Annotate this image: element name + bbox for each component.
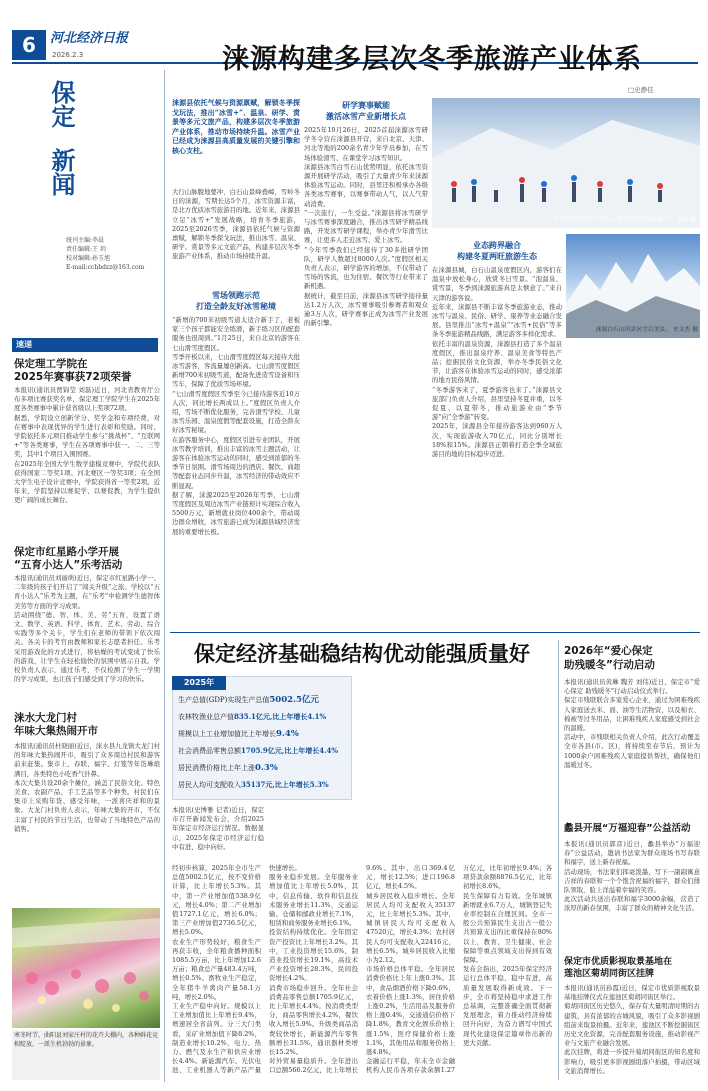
stat-row-6 [178,779,350,791]
section-3-body: 在涞源县城，白石山温泉度假区内，游客们在温泉中放松身心，欣赏冬日雪景。“泡温泉、赏雪景，冬季到涞源旅游真是太惬意了。”来自天津的游客说。 近年来，涞源县不断丰富冬季旅游业态，推动冰雪与温泉、民俗、研学、康养等业态融合发展。县里推出“冰雪+温泉”“冰雪+民俗”等多条冬季旅游精品线路，满足游客多样化需求。 依托丰富的温泉资源，涞源县打造了多个温泉度假区，推出温泉疗养、温泉美食等特色产品；挖掘民俗文化资源，举办冬季民俗文化节，让游客在体验冰雪运动的同时，感受浓郁的地方民俗风情。 “冬季游客来了，夏季游客也来了。”涞源县文旅部门负责人介绍，县里坚持冬夏并重，以冬促夏、以夏带冬，推动旅游业由“季节游”向“全季游”转变。 2025年，涞源县全年接待游客达到960万人次，实现旅游收入70亿元，同比分别增长18%和15%。涞源县正朝着打造全季全域旅游目的地的目标稳步迈进。 [432,266,562,459]
section-title: 新闻 [47,148,75,196]
sidebar-article-2-body: 本报讯(通讯员刘丽萌)近日，保定市红星路小学一、二年级的孩子们开启了“闯关升级”之旅。学校以“五育小达人”乐考为主题，在“乐考”中检测学生德智体美劳等方面的学习成果。 活动围绕“德、智、体、美、劳”五育，设置了语文、数学、英语、科学、体育、艺术、劳动、综合实践等多个关卡，学生们在老师的带领下依次闯关。各关卡的考官由教师和家长志愿者担任。乐考采用游戏化的方式进行，将枯燥的考试变成了快乐的游戏，让学生在轻松愉快的氛围中展示自我。学校负责人表示，通过乐考，不仅检测了学生一学期的学习成果，也让孩子们感受到了学习的快乐。 [14,574,160,684]
section-3-continued [566,342,700,626]
section-3-heading: 业态跨界融合 构建冬夏两旺旅游生态 [457,241,537,261]
stat-label: 规模以上工业增加值比上年增长 [178,730,276,738]
right-article-2-body: 本报讯(通讯员郭彦)近日，蠡县举办“万福迎春”公益活动，邀请书法家为群众现场书写春联和福字，送上新春祝福。 活动现场，书法家们挥毫泼墨，写下一副副寓意吉祥的春联和一个个饱含祝福的福字，群众们排队领取，脸上洋溢着幸福的笑容。 此次活动共送出春联和福字3000余幅，营造了浓厚的新春氛围，丰富了群众的精神文化生活。 [564,840,700,913]
stat-label: 生产总值(GDP)实现生产总值 [178,696,270,704]
stat-value: 1705.9亿元,比上年增长4.4% [241,746,339,755]
sidebar-article-3-body: 本报讯(通讯员杜晓丽)近日，涞水县九龙镇大龙门村的年味大集热闹开市，吸引了众多周边村民和游客前来赶集。集市上，春联、福字、灯笼等年货琳琅满目，各类特色小吃香气扑鼻。 本次大集共设20余个摊位，涵盖了民俗文化、特色美食、农副产品、手工艺品等多个种类。村民们在集市上采购年货、感受年味，一派喜庆祥和的景象。大龙门村负责人表示，年味大集的开市，不仅丰富了村民的节日生活，也带动了当地特色产品的销售。 [14,742,160,833]
editor-credits: 统刊主编:李晨 责任编辑:王 玥 校对编辑:孙玉旭 E-mail:cchbdzz@163.com [66,237,145,271]
sidebar-article-3-title: 涞水大龙门村 年味大集热闹开市 [14,712,98,737]
right-article-2-title: 蠡县开展“万福迎春”公益活动 [564,823,691,834]
right-column-divider [558,640,559,1080]
column-divider [164,70,165,1082]
economy-headline: 保定经济基础稳结构优动能强质量好 [194,642,530,666]
page-number: 6 [12,30,46,60]
stat-row-4 [178,745,350,757]
economy-body-upper [358,676,552,862]
stat-value: 9.4% [276,729,299,739]
ski-photo-caption: 冰雪研学营的学员在七山滑雪度假区体验滑雪。 郝连 摄 [553,217,696,223]
section-1-heading: 雪场领跑示范 打造全龄友好冰雪秘境 [196,291,276,311]
ski-camp-photo [432,98,700,228]
stat-value: 35137元,比上年增长5.3% [241,780,329,789]
right-article-3-body: 本报讯(通讯员孙霞)近日，保定市优质影视取景基地挂牌仪式在莲池区菊胡同街区举行。 菊胡同街区历史悠久，保存有大量明清时期的古建筑，具有浓郁的古城风貌，吸引了众多影视剧组前来取景拍摄。近年来，莲池区不断挖掘街区历史文化资源，完善配套服务设施，推动影视产业与文旅产业融合发展。 此次挂牌，将进一步提升菊胡同街区的知名度和影响力，吸引更多影视剧组落户拍摄，带动区域文旅消费增长。 [564,984,700,1075]
stat-label: 社会消费品零售总额 [178,747,241,755]
story-divider [170,632,700,633]
section-2-intro: 2025年10月26日，2025首届涞源冰雪研学冬令营在涞源县开营，来自北京、天津、河北等地的200余名青少年学员参加，在雪场体验滑雪、在课堂学习冰雪知识。 涞源县冰雪白雪石山优势明显，依托冰雪资源开展研学活动，吸引了大量青少年来涞源体验冰雪运动。同时，县里还积极承办各级各类冰雪赛事，以赛事带动人气，以人气带动消费。 “一次旅行，一生受益。”涞源县将冰雪研学与冰雪赛事深度融合，推出冰雪研学精品线路，开发冰雪研学课程，举办青少年滑雪比赛，让更多人走近冰雪、爱上冰雪。 “今年雪季我们已经接待了30多批研学团队，研学人数超过8000人次。”度假区相关负责人表示，研学游客的增加，不仅带动了雪场的客流，也为住宿、餐饮等行业带来了新机遇。 据统计，截至目前，涞源县冰雪研学接待量达1.2万人次，冰雪赛事吸引参赛者和观众逾3万人次，研学赛事正成为冰雪产业发展的新引擎。 [304,126,428,328]
stat-label: 居民消费价格比上年上涨 [178,764,255,772]
right-article-1-body: 本报讯(通讯员黄琳 魏芳 刘伟)近日，保定市“爱心保定 助残暖冬”行动启动仪式举行。 保定市残联联合多家爱心企业，通过为困难残疾人家庭送去米、面、油等生活物资，以及棉衣、棉被等过冬用品，让困难残疾人家庭感受到社会的温暖。 活动中，市残联相关负责人介绍，此次行动覆盖全市各县(市、区)，将持续至春节后，预计为1000余户困难残疾人家庭提供帮扶，确保他们温暖过冬。 [564,678,700,769]
sidebar-article-1-body: 本报讯(通讯员贾锦莹 刘磊)近日，河北省教育厅公布多项比赛获奖名单，保定理工学院学生在2025年度各类赛事中累计获省级以上奖项72项。 据悉，学院设立创新学分、奖学金和专项经费，对在赛事中表现优异的学生进行表彰和奖励。同时，学院依托多元项目推动学生参与“挑战杯”、“互联网+”等各类赛事，学生在各项赛事中获一、二、三等奖，其中1个项目入围国赛。 在2025年全国大学生数学建模竞赛中，学院代表队获得国家二等奖1项、河北赛区一等奖3项；在全国大学生电子设计竞赛中，学院获得省一等奖2项。近年来，学院坚持以赛促学、以赛促教，为学生提供更广阔的成长舞台。 [14,386,160,505]
sidebar-article-1-title: 保定理工学院在 2025年赛事获72项荣誉 [14,358,132,383]
baishishan-caption: 涞源白石山风景区雪后美景。 史文杰 摄 [595,327,698,333]
stat-value: 835.1亿元,比上年增长4.1% [234,712,327,721]
stat-label: 农林牧渔业总产值 [178,713,234,721]
flower-photo-caption: 寒冬时节，曲阳县刘家庄村的花卉大棚内，各种鲜花竞相绽放，一派生机勃勃的景象。 [12,1030,160,1080]
region-title: 保定 [47,80,75,128]
stat-value: 5002.5亿元 [269,695,319,705]
stat-row-5 [178,762,350,774]
issue-date: 2026.2.3 [52,51,84,59]
top-story-byline: □史静佳 [628,86,654,94]
stat-row-1 [178,694,350,706]
paper-name: 河北经济日报 [50,31,129,46]
economy-byline: 本报讯(史博雅 记者)近日，保定市召开新闻发布会，介绍2025年保定市经济运行情况。数据显示，2025年保定市经济运行稳中有进、稳中向好。 [172,806,264,851]
economy-body: 经初步核算，2025年全市生产总值5002.5亿元，按不变价格计算，比上年增长5.3%。其中，第一产业增加值538.9亿元，增长4.0%；第二产业增加值1727.1亿元，增长6.0%；第三产业增加值2736.5亿元，增长5.0%。 农业生产形势较好，粮食生产再获丰收，全年粮食播种面积1085.5万亩，比上年增加12.6万亩；粮食总产量483.4万吨，增长0.5%。畜牧业生产稳定，全年猪牛羊禽肉产量58.1万吨，增长2.0%。 工业生产稳中向好。规模以上工业增加值比上年增长9.4%，增速居全省前列。分三大门类看，采矿业增加值下降8.2%，制造业增长10.2%，电力、热力、燃气及水生产和供应业增长4.4%。新能源汽车、光伏电池、工业机器人等新产品产量快速增长。 服务业稳步发展。全年服务业增加值比上年增长5.0%，其中，信息传输、软件和信息技术服务业增长11.3%，交通运输、仓储和邮政业增长7.1%，租赁和商务服务业增长6.1%。 投资结构持续优化。全年固定资产投资比上年增长3.2%。其中，工业投资增长15.6%，制造业投资增长19.1%，高技术产业投资增长28.3%，民间投资增长4.2%。 消费市场稳步回升。全年社会消费品零售总额1705.9亿元，比上年增长4.4%。按消费类型分，商品零售增长4.2%，餐饮收入增长5.9%。升级类商品消费较快增长，新能源汽车零售额增长31.5%，通讯器材类增长15.2%。 对外贸易量稳质升。全年进出口总额566.2亿元，比上年增长9.6%。其中，出口369.4亿元，增长12.5%；进口196.8亿元，增长4.5%。 城乡居民收入稳步增长。全年居民人均可支配收入35137元，比上年增长5.3%。其中，城镇居民人均可支配收入47520元，增长4.3%；农村居民人均可支配收入22416元，增长6.5%。城乡居民收入比缩小为2.12。 市场价格总体平稳。全年居民消费价格比上年上涨0.3%。其中，食品烟酒价格下降0.6%，衣着价格上涨1.3%，居住价格上涨0.2%，生活用品及服务价格上涨0.4%，交通通信价格下降1.8%，教育文化娱乐价格上涨1.5%，医疗保健价格上涨1.1%，其他用品和服务价格上涨4.8%。 金融运行平稳，年末全市金融机构人民币各项存款余额1.27万亿元，比年初增长9.4%；各项贷款余额8876.5亿元，比年初增长8.6%。 民生保障有力有效。全年城镇新增就业6.7万人，城镇登记失业率控制在合理区间。全市一般公共预算民生支出占一般公共预算支出的比重保持在80%以上，教育、卫生健康、社会保障等重点领域支出得到有效保障。 发布会指出，2025年保定经济运行总体平稳、稳中有进，高质量发展取得新成效。下一步，全市将坚持稳中求进工作总基调，完整准确全面贯彻新发展理念，着力推动经济持续回升向好，为奋力谱写中国式现代化建设保定篇章作出新的更大贡献。 [172,864,552,1075]
right-article-3-title: 保定市优质影视取景基地在 莲池区菊胡同街区挂牌 [564,957,673,979]
stat-row-3 [178,728,350,740]
top-story-lead: 涞源县依托气候与资源禀赋，解锁冬季探戈玩法，推出“冰雪+”、温泉、研学、赏景等多元文旅产品，构建多层次冬季旅游产业体系，推动市场持续升温。冰雪产业已经成为涞源县高质量发展的关键引擎和核心支柱。 [172,98,300,155]
section-2-heading: 研学赛事赋能 激活冰雪产业新增长点 [326,101,406,121]
stat-label: 居民人均可支配收入 [178,781,241,789]
sidebar-label: 速递 [16,340,32,349]
sidebar-article-2-title: 保定市红星路小学开展 “五育小达人”乐考活动 [14,546,123,571]
top-story-headline: 涞源构建多层次冬季旅游产业体系 [222,44,642,75]
flower-greenhouse-photo [12,908,160,1028]
sidebar-label-bar [12,338,158,352]
section-1-body: “新增的700米初级雪道太适合新手了，老板家三个孩子都能安全练滑，新手练习区的配套服务也很周到。”1月25日，来自北京的游客在七山滑雪度假区。 雪季开板以来，七山滑雪度假区每天接待大批冰雪游客，客流量屡创新高。七山滑雪度假区新增700米初级雪道，配备先进造雪设备和压雪车，保障了优质雪场环境。 “七山滑雪度假区雪季至今已接待游客近10万人次，同比增长两成以上。”度假区负责人介绍，雪场不断优化服务，完善滑雪学校、儿童冰雪乐园、温泉度假等配套设施，打造全龄友好冰雪秘境。 在游客服务中心，度假区引进专业团队，开展冰雪教学培训，推出丰富的冰雪主题活动，让游客在体验冰雪运动的同时，感受到浓郁的冬季节日氛围。滑雪场周边的酒店、餐饮、商超等配套业态同步升温，冰雪经济的带动效应不断显现。 据了解，涞源2025至2026年雪季，七山滑雪度假区及周边冰雪产业链预计实现综合收入5500万元，新增就业岗位400余个，带动周边群众增收，冰雪旅游已成为涞源县域经济发展的重要增长极。 [172,316,300,536]
stat-value: 0.3% [255,763,278,773]
right-article-1-title: 2026年“爱心保定 助残暖冬”行动启动 [564,645,655,671]
stats-year-tag: 2025年 [172,676,226,690]
top-story-intro: 大行山脉腹地要冲，白石山景峰叠嶂，雪岭冬日的涞源，雪期长达5个月，冰雪资源丰富，是北方优质冰雪旅游目的地。近年来，涞源县立足“冰雪+”发展战略，培育冬季旅游，2025至2026雪季，涞源县依托气候与资源禀赋，解锁冬季探戈玩法，推出冰雪、温泉、研学、赏景等多元文旅产品，构建多层次冬季旅游产业体系，推动市场持续升温。 [172,188,300,261]
stat-row-2 [178,711,350,723]
baishishan-photo [566,234,700,338]
